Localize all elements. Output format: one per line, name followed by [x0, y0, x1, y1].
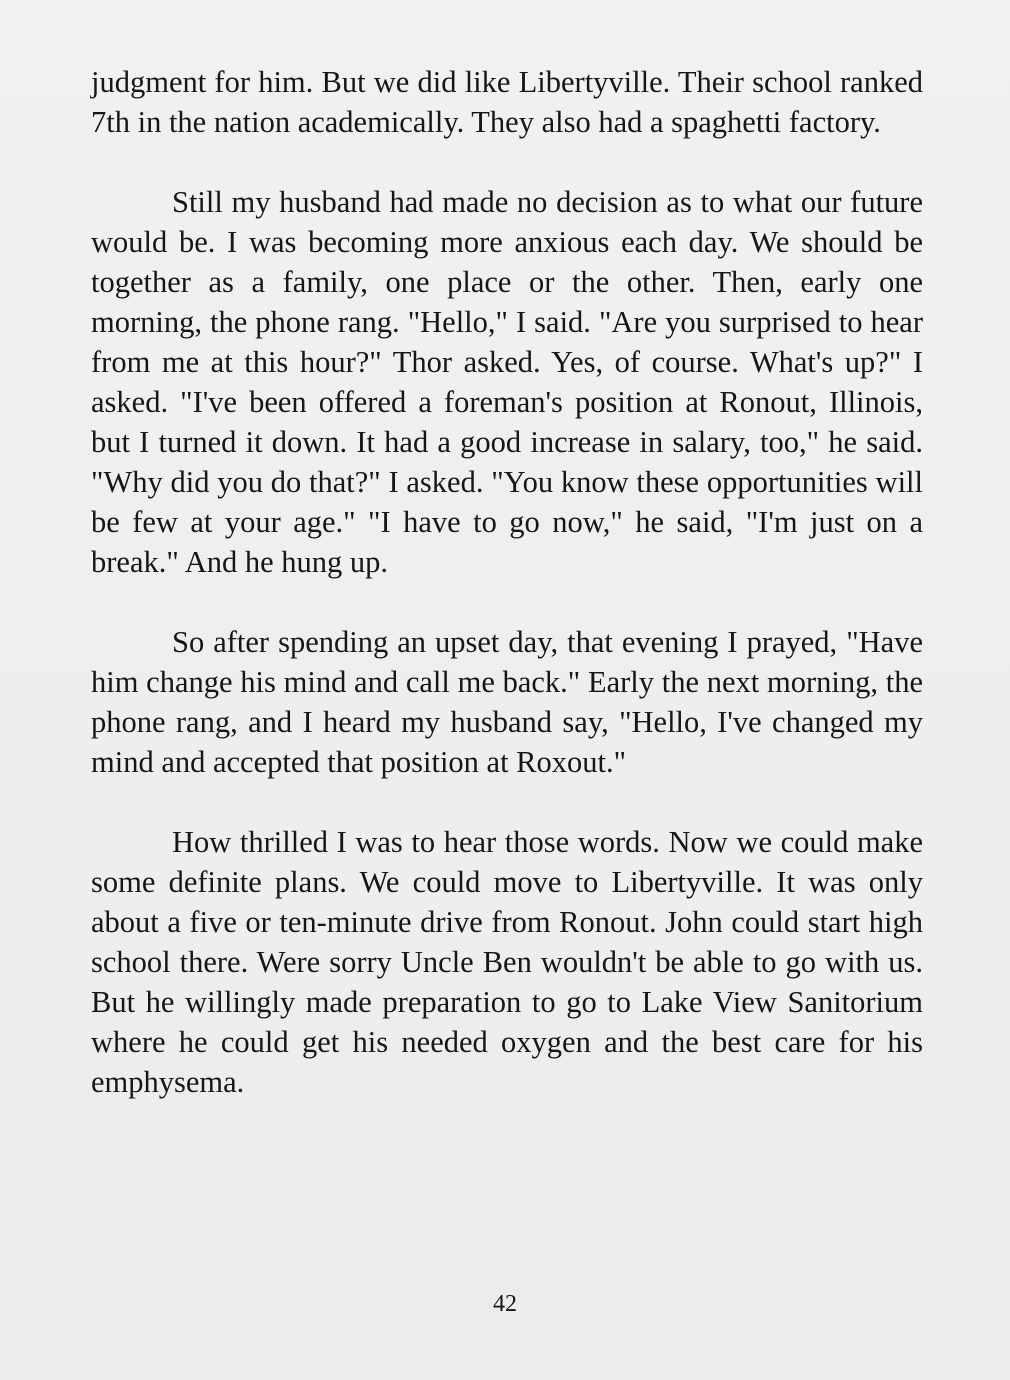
paragraph-phone-call: Still my husband had made no decision as to what our future would be. I was becoming more anxious each day. We should be together as a family, one place or the other. Then, early one morning, the phone rang. "Hello," I said. "Are you surprised to hear from me at this hour?" Thor asked. Yes, of course. What's up?" I asked. "I've been offered a foreman's position at Ronout, Illinois, but I turned it down. It had a good increase in salary, too," he said. "Why did you do that?" I asked. "You know these opportunities will be few at your age." "I have to go now," he said, "I'm just on a break." And he hung up. [91, 185, 923, 579]
page-number: 42 [493, 1291, 517, 1317]
paragraph-prayer: So after spending an upset day, that evening I prayed, "Have him change his mind and call me back." Early the next morning, the phone rang, and I heard my husband say, "Hello, I've changed my mind and accepted that position at Roxout." [91, 625, 923, 779]
paragraph-plans: How thrilled I was to hear those words. Now we could make some definite plans. We could move to Libertyville. It was only about a five or ten-minute drive from Ronout. John could start high school there. Were sorry Uncle Ben wouldn't be able to go with us. But he willingly made preparation to go to Lake View Sanitorium where he could get his needed oxygen and the best care for his emphysema. [91, 825, 923, 1099]
paragraph-continued: judgment for him. But we did like Libertyville. Their school ranked 7th in the nation academically. They also had a spaghetti factory. [91, 65, 923, 139]
page-body [91, 62, 923, 1102]
